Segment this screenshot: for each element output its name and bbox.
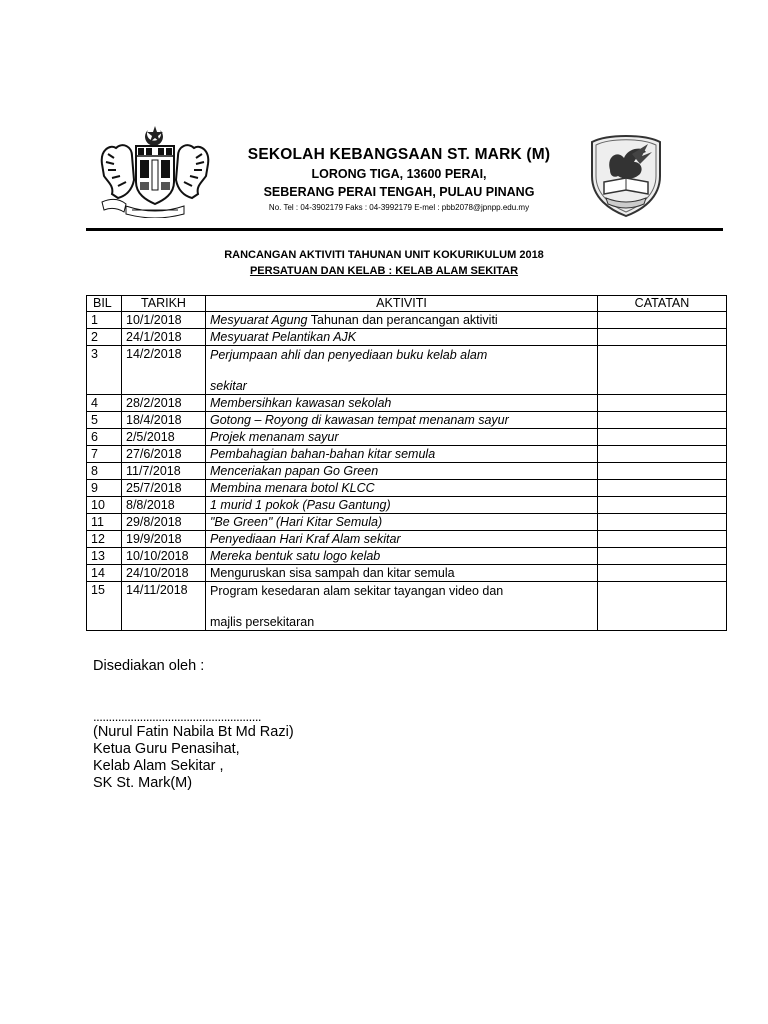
cell-activity — [206, 582, 598, 631]
activity-line-1 — [210, 514, 593, 530]
table-row — [87, 531, 727, 548]
activity-italic-text: Projek menanam sayur — [210, 430, 339, 444]
activity-plain-text: Program kesedaran alam sekitar tayangan video dan — [210, 584, 504, 598]
activity-line-1 — [210, 548, 593, 564]
table-row — [87, 480, 727, 497]
cell-note — [598, 329, 727, 346]
cell-bil: 11 — [87, 514, 122, 531]
cell-date: 8/8/2018 — [122, 497, 206, 514]
signature-line: ...................................................... — [93, 709, 262, 724]
activity-line-2: sekitar — [210, 379, 247, 393]
signatory-school: SK St. Mark(M) — [93, 775, 193, 791]
activity-plain-text: Menguruskan sisa sampah dan kitar semula — [210, 566, 455, 580]
cell-note — [598, 582, 727, 631]
activity-italic-text: 1 murid 1 pokok (Pasu Gantung) — [210, 498, 391, 512]
cell-activity — [206, 346, 598, 395]
activity-line-1 — [210, 346, 593, 364]
cell-note — [598, 429, 727, 446]
header-catatan: CATATAN — [598, 296, 727, 312]
cell-note — [598, 312, 727, 329]
cell-activity — [206, 548, 598, 565]
activity-line-1 — [210, 446, 593, 462]
table-row — [87, 548, 727, 565]
signatory-name: (Nurul Fatin Nabila Bt Md Razi) — [93, 724, 294, 740]
signatory-position: Ketua Guru Penasihat, — [93, 741, 240, 757]
school-crest-emblem — [588, 132, 664, 218]
activity-line-1 — [210, 531, 593, 547]
table-row — [87, 346, 727, 395]
activity-line-1 — [210, 497, 593, 513]
cell-note — [598, 395, 727, 412]
cell-bil: 14 — [87, 565, 122, 582]
cell-note — [598, 412, 727, 429]
activity-line-2: majlis persekitaran — [210, 615, 315, 629]
table-row — [87, 514, 727, 531]
cell-date: 18/4/2018 — [122, 412, 206, 429]
table-row — [87, 329, 727, 346]
cell-activity — [206, 412, 598, 429]
cell-date: 25/7/2018 — [122, 480, 206, 497]
cell-date: 10/1/2018 — [122, 312, 206, 329]
table-row — [87, 582, 727, 631]
activity-line-1 — [210, 429, 593, 445]
cell-activity — [206, 446, 598, 463]
cell-bil: 15 — [87, 582, 122, 631]
cell-bil: 6 — [87, 429, 122, 446]
cell-note — [598, 346, 727, 395]
cell-bil: 2 — [87, 329, 122, 346]
activity-italic-text: Mesyuarat Agung — [210, 313, 308, 327]
address-line-1: LORONG TIGA, 13600 PERAI, — [311, 167, 487, 181]
activity-line-1 — [210, 412, 593, 428]
cell-bil: 1 — [87, 312, 122, 329]
document-title: RANCANGAN AKTIVITI TAHUNAN UNIT KOKURIKULUM 2018 — [224, 249, 544, 261]
cell-date: 27/6/2018 — [122, 446, 206, 463]
activity-italic-text: Gotong – Royong di kawasan tempat menanam sayur — [210, 413, 509, 427]
table-row — [87, 446, 727, 463]
table-row — [87, 497, 727, 514]
cell-date: 29/8/2018 — [122, 514, 206, 531]
cell-note — [598, 565, 727, 582]
cell-activity — [206, 329, 598, 346]
cell-date: 19/9/2018 — [122, 531, 206, 548]
cell-date: 14/2/2018 — [122, 346, 206, 395]
cell-note — [598, 497, 727, 514]
cell-bil: 4 — [87, 395, 122, 412]
activity-table — [86, 295, 727, 631]
cell-date: 24/10/2018 — [122, 565, 206, 582]
activity-italic-text: Pembahagian bahan-bahan kitar semula — [210, 447, 436, 461]
activity-italic-text: Menceriakan papan Go Green — [210, 464, 379, 478]
prepared-by-label: Disediakan oleh : — [93, 658, 205, 674]
header-aktiviti: AKTIVITI — [206, 296, 598, 312]
activity-italic-text: Membersihkan kawasan sekolah — [210, 396, 392, 410]
cell-activity — [206, 497, 598, 514]
cell-activity — [206, 395, 598, 412]
contact-line: No. Tel : 04-3902179 Faks : 04-3992179 E-mel : pbb2078@jpnpp.edu.my — [268, 203, 530, 212]
table-row — [87, 412, 727, 429]
table-header-row — [87, 296, 727, 312]
cell-bil: 7 — [87, 446, 122, 463]
activity-line-1 — [210, 463, 593, 479]
cell-date: 2/5/2018 — [122, 429, 206, 446]
cell-note — [598, 548, 727, 565]
table-row — [87, 565, 727, 582]
activity-line-1 — [210, 329, 593, 345]
header-tarikh: TARIKH — [122, 296, 206, 312]
cell-activity — [206, 312, 598, 329]
school-name: SEKOLAH KEBANGSAAN ST. MARK (M) — [247, 146, 551, 163]
cell-activity — [206, 463, 598, 480]
cell-note — [598, 463, 727, 480]
address-line-2: SEBERANG PERAI TENGAH, PULAU PINANG — [263, 185, 535, 199]
activity-italic-text: Mereka bentuk satu logo kelab — [210, 549, 381, 563]
cell-bil: 8 — [87, 463, 122, 480]
activity-italic-text: Mesyuarat Pelantikan AJK — [210, 330, 357, 344]
cell-date: 10/10/2018 — [122, 548, 206, 565]
header-bil: BIL — [87, 296, 122, 312]
cell-activity — [206, 565, 598, 582]
activity-plain-text: Tahunan dan perancangan aktiviti — [307, 313, 498, 327]
cell-note — [598, 514, 727, 531]
cell-bil: 9 — [87, 480, 122, 497]
cell-date: 28/2/2018 — [122, 395, 206, 412]
table-row — [87, 312, 727, 329]
table-row — [87, 395, 727, 412]
cell-activity — [206, 514, 598, 531]
activity-italic-text: Membina menara botol KLCC — [210, 481, 375, 495]
cell-bil: 3 — [87, 346, 122, 395]
activity-italic-text: "Be Green" (Hari Kitar Semula) — [210, 515, 383, 529]
cell-bil: 10 — [87, 497, 122, 514]
activity-line-1 — [210, 480, 593, 496]
table-row — [87, 429, 727, 446]
cell-date: 11/7/2018 — [122, 463, 206, 480]
cell-activity — [206, 429, 598, 446]
coat-of-arms-emblem — [96, 124, 214, 218]
letterhead-divider — [86, 228, 723, 231]
document-subtitle: PERSATUAN DAN KELAB : KELAB ALAM SEKITAR — [249, 265, 519, 277]
cell-date: 14/11/2018 — [122, 582, 206, 631]
signatory-club: Kelab Alam Sekitar , — [93, 758, 224, 774]
cell-activity — [206, 480, 598, 497]
cell-activity — [206, 531, 598, 548]
activity-line-1 — [210, 312, 593, 328]
cell-date: 24/1/2018 — [122, 329, 206, 346]
table-row — [87, 463, 727, 480]
activity-line-1 — [210, 565, 593, 581]
activity-line-1 — [210, 582, 593, 600]
activity-italic-text: Penyediaan Hari Kraf Alam sekitar — [210, 532, 401, 546]
activity-line-1 — [210, 395, 593, 411]
activity-italic-text: Perjumpaan ahli dan penyediaan buku kelab alam — [210, 348, 488, 362]
cell-note — [598, 531, 727, 548]
cell-bil: 13 — [87, 548, 122, 565]
cell-note — [598, 446, 727, 463]
cell-bil: 5 — [87, 412, 122, 429]
cell-note — [598, 480, 727, 497]
cell-bil: 12 — [87, 531, 122, 548]
